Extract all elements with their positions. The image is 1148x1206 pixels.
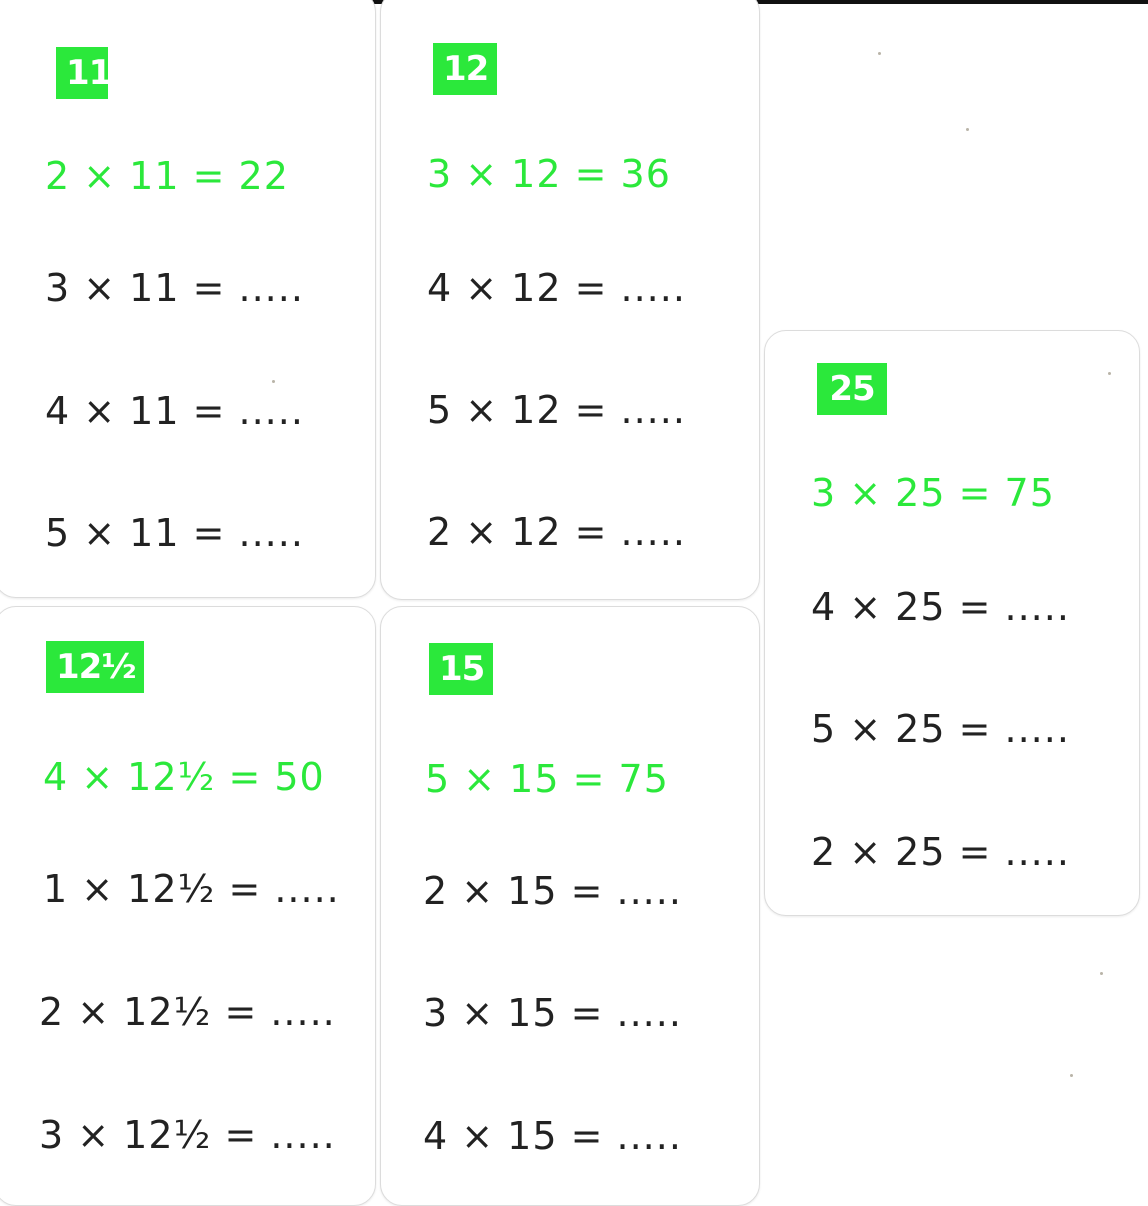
card-badge: 25 — [817, 363, 887, 415]
card-badge: 11 — [56, 47, 108, 99]
multiplication-card-12-half — [0, 606, 376, 1206]
multiplication-card-11 — [0, 0, 376, 598]
exercise-3: 2 × 12 = ..... — [427, 510, 686, 554]
multiplication-card-25 — [764, 330, 1140, 916]
example-equation: 3 × 25 = 75 — [811, 471, 1055, 515]
paper-speck — [272, 380, 275, 383]
exercise-3: 4 × 15 = ..... — [423, 1114, 682, 1158]
card-badge: 12½ — [46, 641, 144, 693]
exercise-3: 3 × 12½ = ..... — [39, 1113, 336, 1157]
exercise-3: 2 × 25 = ..... — [811, 830, 1070, 874]
exercise-2: 3 × 15 = ..... — [423, 991, 682, 1035]
example-equation: 2 × 11 = 22 — [45, 154, 289, 198]
example-equation: 3 × 12 = 36 — [427, 152, 671, 196]
exercise-1: 3 × 11 = ..... — [45, 266, 304, 310]
exercise-1: 4 × 12 = ..... — [427, 266, 686, 310]
paper-speck — [1070, 1074, 1073, 1077]
example-equation: 5 × 15 = 75 — [425, 757, 669, 801]
multiplication-card-12 — [380, 0, 760, 600]
exercise-1: 2 × 15 = ..... — [423, 869, 682, 913]
card-badge: 15 — [429, 643, 493, 695]
paper-speck — [1100, 972, 1103, 975]
exercise-2: 5 × 12 = ..... — [427, 388, 686, 432]
exercise-1: 1 × 12½ = ..... — [43, 867, 340, 911]
exercise-2: 4 × 11 = ..... — [45, 389, 304, 433]
multiplication-card-15 — [380, 606, 760, 1206]
exercise-3: 5 × 11 = ..... — [45, 511, 304, 555]
exercise-2: 2 × 12½ = ..... — [39, 990, 336, 1034]
example-equation: 4 × 12½ = 50 — [43, 755, 325, 799]
card-badge: 12 — [433, 43, 497, 95]
exercise-2: 5 × 25 = ..... — [811, 707, 1070, 751]
paper-speck — [966, 128, 969, 131]
exercise-1: 4 × 25 = ..... — [811, 585, 1070, 629]
paper-speck — [1108, 372, 1111, 375]
paper-speck — [878, 52, 881, 55]
